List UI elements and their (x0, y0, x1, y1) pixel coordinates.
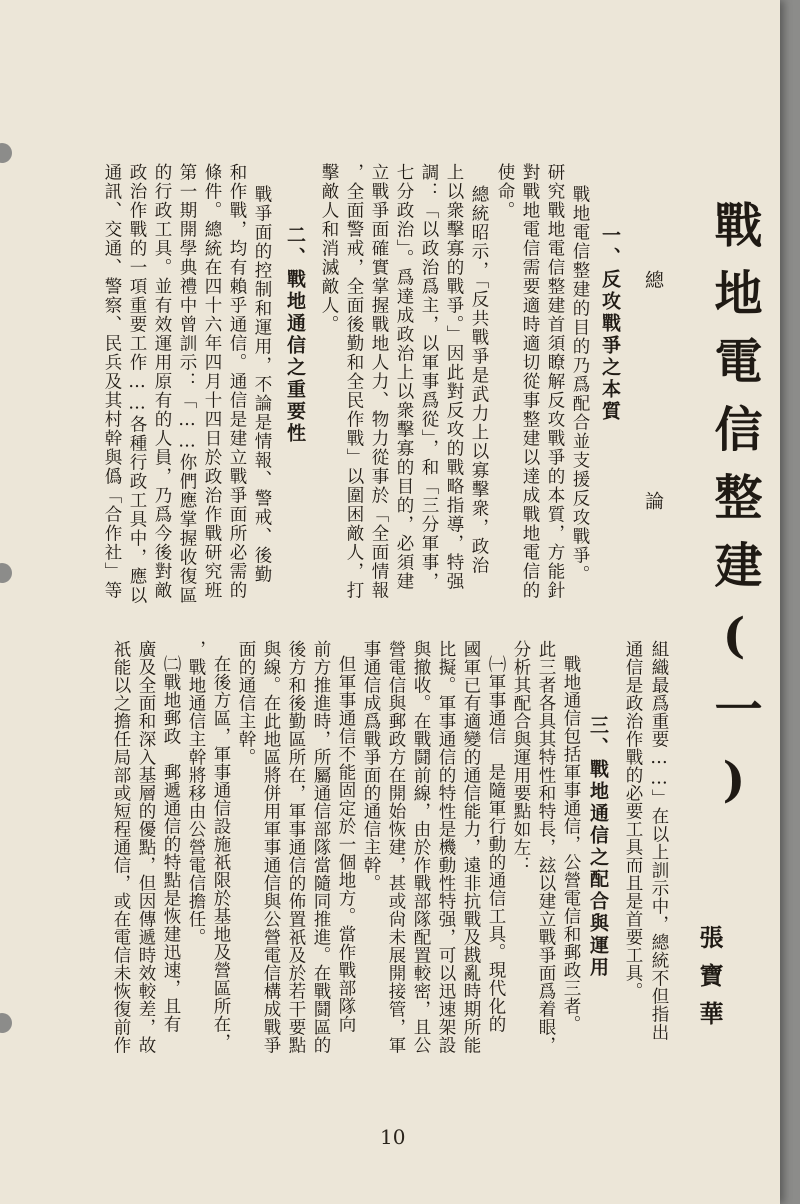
section2-line: 和作戰，均有賴乎通信。通信是建立戰爭面所必需的 (227, 163, 247, 600)
section1-line: 戰地電信整建的目的乃爲配合並支援反攻戰爭。 (570, 185, 590, 584)
section3-line: 事通信成爲戰爭面的通信主幹。 (361, 640, 381, 892)
section1-line: 使命。 (495, 163, 515, 220)
section3-line: 面的通信主幹。 (236, 640, 256, 766)
binder-hole (0, 1013, 12, 1033)
section3-line: ㈡戰地郵政 郵遞通信的特點是恢建迅速，且有 (161, 655, 181, 1033)
quote-line: 通信是政治作戰的必要工具而且是首要工具。 (623, 640, 643, 1000)
binder-hole (0, 563, 12, 583)
section3-line: 在後方區，軍事通信設施祇限於基地及營區所在， (211, 655, 231, 1051)
section3-line: 比擬。軍事通信的特性是機動性特强，可以迅速架設 (436, 640, 456, 1054)
section1-line: 上以衆擊寡的戰爭。」因此對反攻的戰略指導，特强 (444, 163, 464, 592)
section3-heading: 三、戰地通信之配合與運用 (587, 715, 609, 979)
section3-line: 但軍事通信不能固定於一個地方。當作戰部隊向 (336, 655, 356, 1033)
section3-line: 廣及全面和深入基層的優點，但因傳遞時效較差，故 (136, 640, 156, 1054)
section3-line: 與撤收。在戰鬪前線，由於作戰部隊配置較密，且公 (411, 640, 431, 1054)
article-title: 戰地電信整建(一) (706, 200, 762, 828)
page-number: 10 (380, 1125, 406, 1149)
section1-line: 調：「以政治爲主，以軍事爲從」，和「三分軍事， (419, 163, 439, 592)
section1-line: 立戰爭面確實掌握戰地人力、物力從事於「全面情報 (369, 163, 389, 600)
section3-line: 祇能以之擔任局部或短程通信，或在電信未恢復前作 (111, 640, 131, 1054)
section3-line: 與線。在此地區將併用軍事通信與公營電信構成戰爭 (261, 640, 281, 1054)
section2-line: 第一期開學典禮中曾訓示：「……你們應掌握收復區 (177, 163, 197, 605)
section3-line: ㈠軍事通信 是隨軍行動的通信工具。現代化的 (486, 655, 506, 1033)
section1-line: 對戰地電信需要適時適切從事整建以達成戰地電信的 (520, 163, 540, 600)
section2-heading: 二、戰地通信之重要性 (284, 225, 306, 445)
section2-line: 通訊、交通、警察、民兵及其村幹與僞「合作社」等 (102, 163, 122, 600)
section2-line: 條件。總統在四十六年四月十四日於政治作戰研究班 (202, 163, 222, 600)
section3-line: 此三者各具其特性和特長，玆以建立戰爭面爲着眼， (536, 640, 556, 1054)
section1-line: 七分政治」。爲達成政治上以衆擊寡的目的，必須建 (394, 163, 414, 592)
section3-line: 前方推進時，所屬通信部隊當隨同推進。在戰鬪區的 (311, 640, 331, 1054)
binder-hole (0, 143, 12, 163)
section3-line: 分析其配合與運用要點如左： (511, 640, 531, 874)
section1-line: 研究戰地電信整建首須瞭解反攻戰爭的本質，方能針 (545, 163, 565, 600)
section1-line: 總統昭示，「反共戰爭是武力上以寡擊衆，政治 (469, 185, 489, 576)
section2-line: 政治作戰的一項重要工作……各種行政工具中，應以 (127, 163, 147, 605)
quote-line: 組織最爲重要……」在以上訓示中，總統不但指出 (649, 640, 669, 1041)
section3-line: ，戰地通信主幹將移由公營電信擔任。 (186, 640, 206, 946)
section1-heading: 一、反攻戰爭之本質 (599, 225, 621, 423)
section2-line: 的行政工具。並有效運用原有的人員，乃爲今後對敵 (152, 163, 172, 600)
section3-line: 後方和後勤區所在，軍事通信的佈置祇及於若干要點 (286, 640, 306, 1054)
section1-line: ，全面警戒，全面後勤和全民作戰」以圍困敵人，打 (344, 163, 364, 600)
section3-line: 營電信與郵政方在開始恢建，甚或尙未展開接管，軍 (386, 640, 406, 1054)
section1-line: 擊敵人和消滅敵人。 (319, 163, 339, 334)
section2-line: 戰爭面的控制和運用，不論是情報、警戒、後勤 (252, 185, 272, 584)
section3-line: 戰地通信包括軍事通信，公營電信和郵政三者。 (561, 655, 581, 1033)
section3-line: 國軍已有適變的通信能力，遠非抗戰及戡亂時期所能 (461, 640, 481, 1054)
section-overview-heading: 總 論 (642, 270, 664, 600)
author-name: 張寶華 (695, 925, 724, 1039)
